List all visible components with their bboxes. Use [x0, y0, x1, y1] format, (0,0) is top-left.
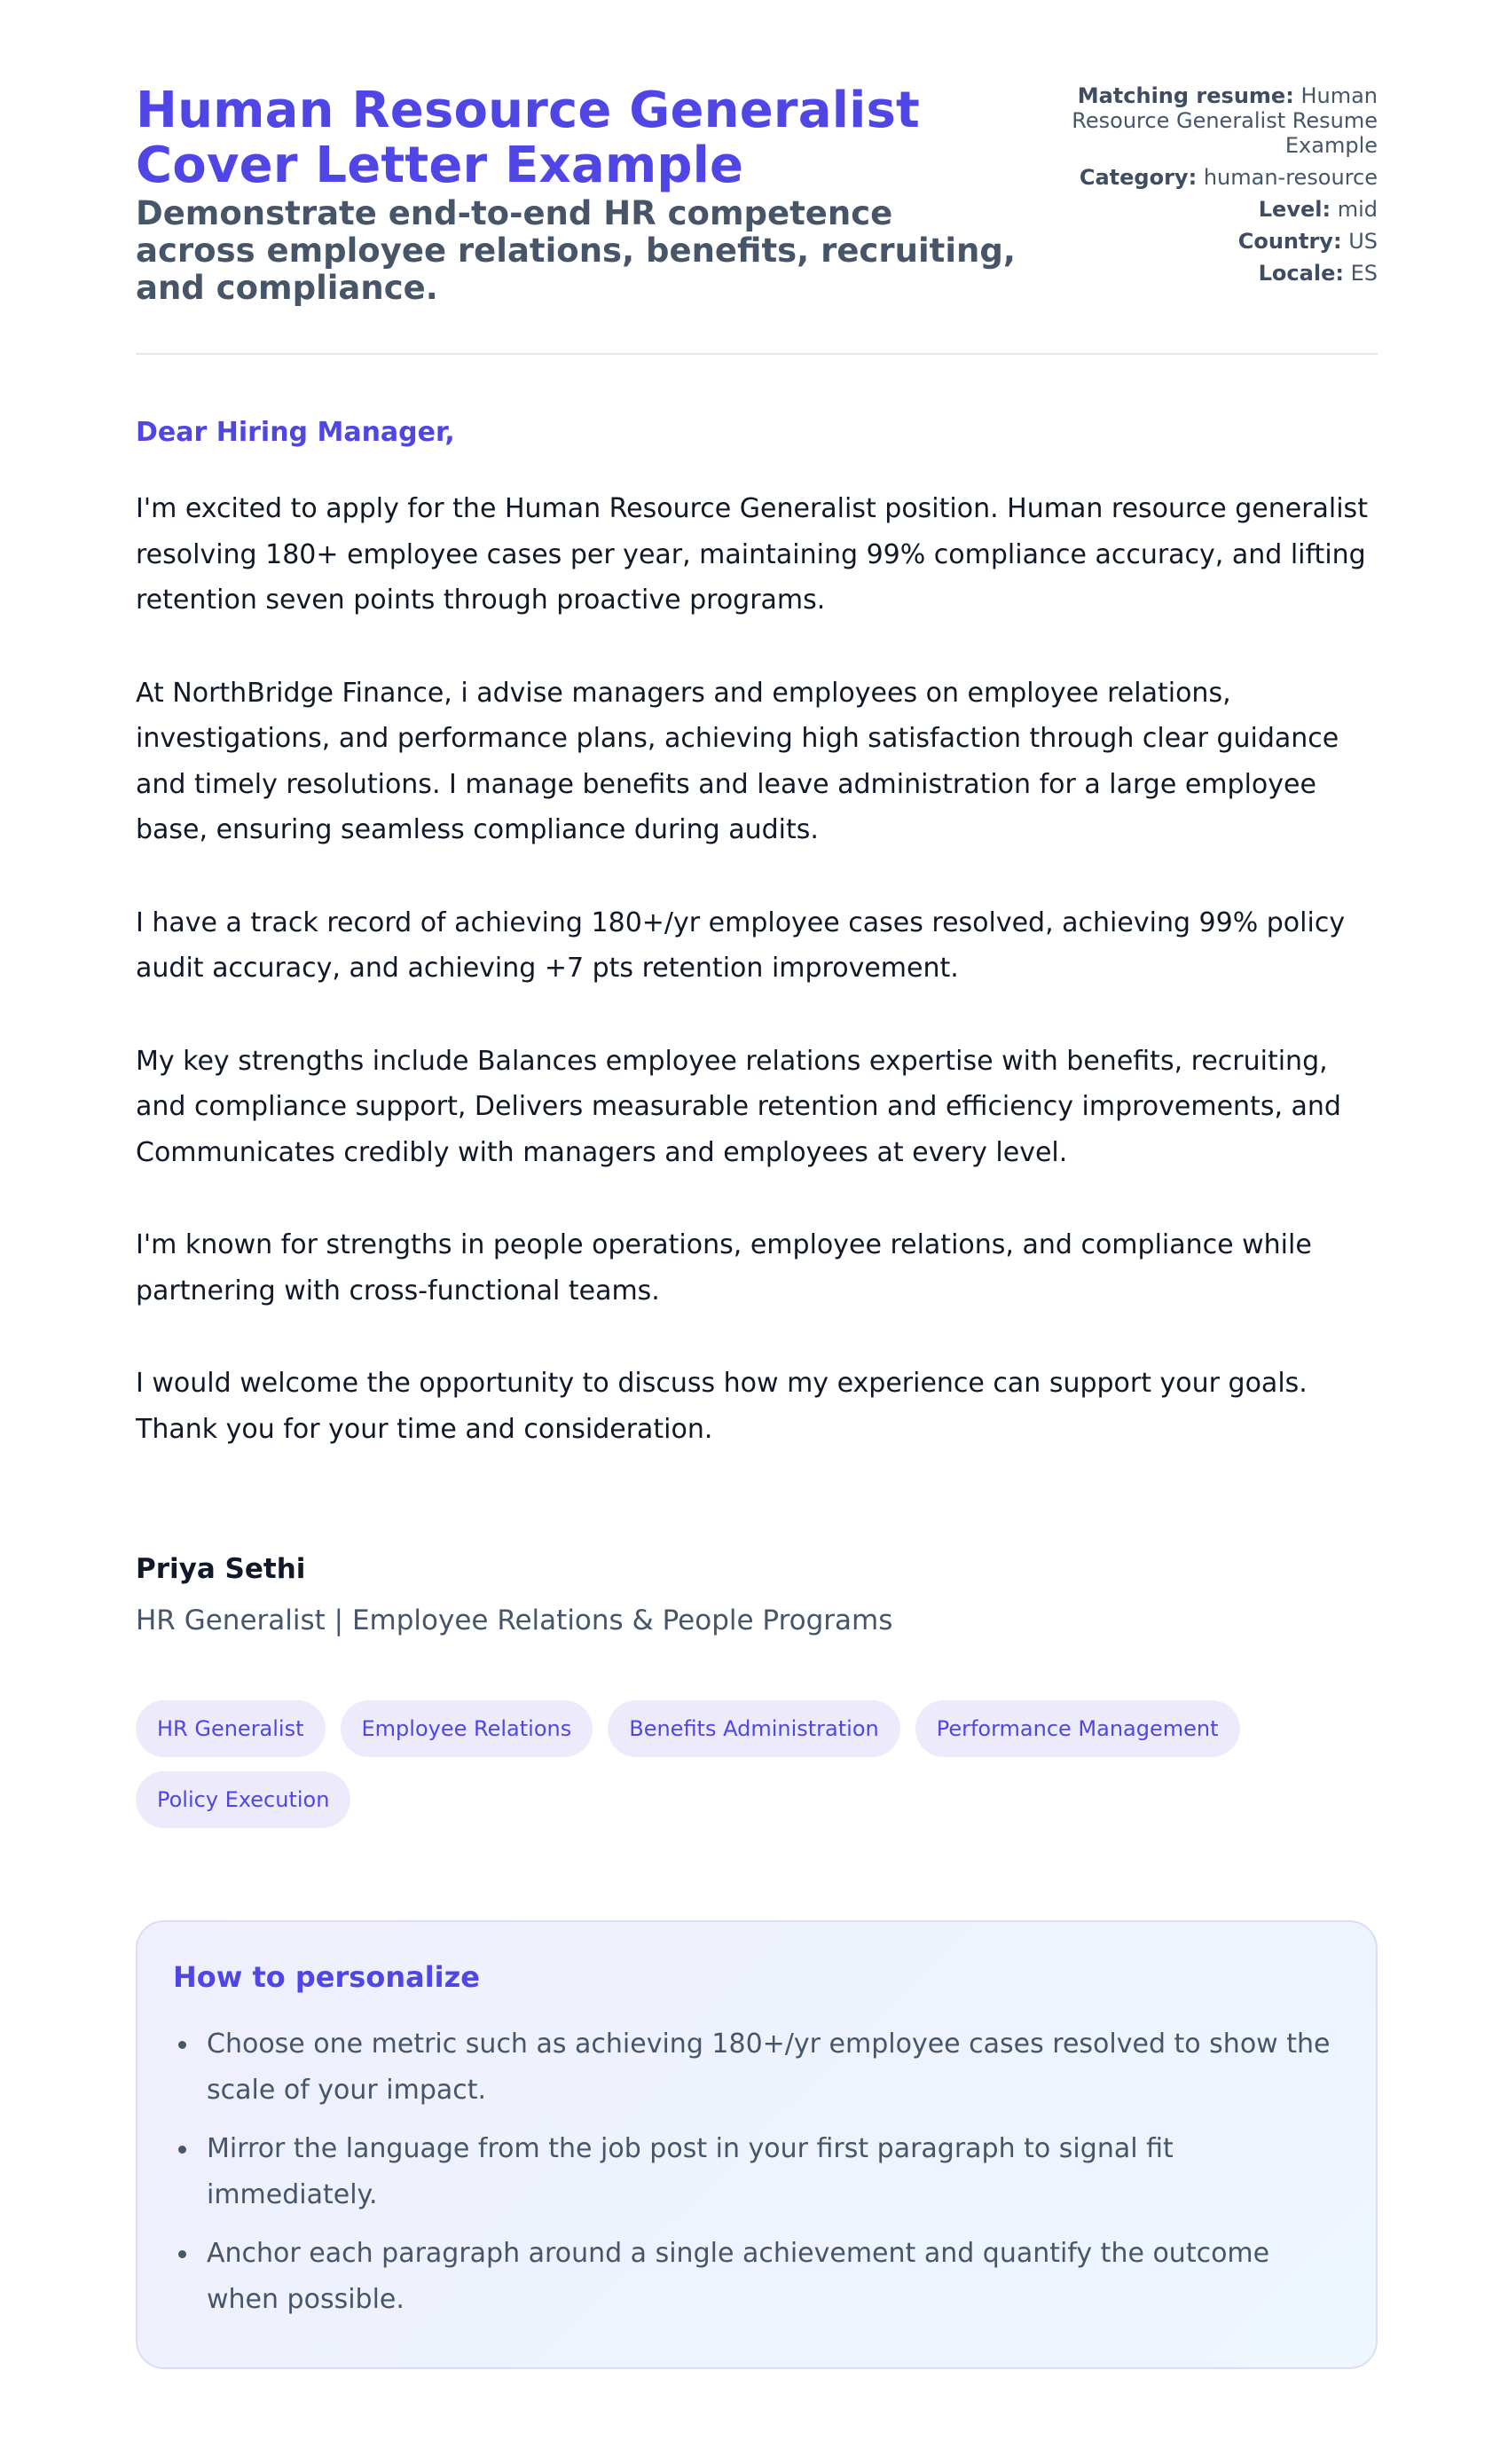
letter-body — [136, 415, 1378, 1638]
meta-locale — [1049, 261, 1378, 286]
meta-value: ES — [1350, 261, 1378, 286]
tag-performance-management: Performance Management — [915, 1700, 1240, 1757]
personalize-item — [173, 2021, 1340, 2114]
tag-policy-execution: Policy Execution — [136, 1771, 350, 1828]
meta-key: Category: — [1079, 165, 1198, 190]
bullet-icon — [178, 2146, 186, 2154]
letter-paragraph: I have a track record of achieving 180+/yr employee cases resolved, achieving 99% policy audit accuracy, and achieving +7 pts retention improvement. — [136, 906, 1346, 984]
skill-tags — [136, 1700, 1378, 1828]
personalize-item — [173, 2231, 1340, 2323]
signature-name: Priya Sethi — [136, 1553, 306, 1585]
meta-category — [1049, 165, 1378, 190]
meta-key: Country: — [1237, 229, 1342, 254]
letter-paragraph: At NorthBridge Finance, i advise managers and employees on employee relations, investigations, and performance plans, achieving high satisfaction through clear guidance and timely resolutions. I manage benefits and leave administration for a large employee base, ensuring seamless compliance during audits. — [136, 677, 1339, 845]
signature-block — [136, 1551, 1378, 1638]
bullet-icon — [178, 2250, 186, 2258]
bullet-icon — [178, 2041, 186, 2049]
page-title: Human Resource Generalist Cover Letter Example — [136, 82, 920, 194]
meta-info — [1049, 83, 1378, 293]
letter-paragraph: I'm excited to apply for the Human Resource Generalist position. Human resource generalist resolving 180+ employee cases per year, maintaining 99% compliance accuracy, and lifting retention seven points through proactive programs. — [136, 493, 1368, 616]
meta-value: human-resource — [1203, 165, 1378, 190]
personalize-item — [173, 2126, 1340, 2218]
header-titles — [136, 83, 1023, 307]
meta-matching-resume — [1049, 83, 1378, 158]
meta-key: Matching resume: — [1077, 83, 1294, 108]
letter-greeting: Dear Hiring Manager, — [136, 417, 455, 448]
how-to-personalize-card — [136, 1920, 1378, 2369]
personalize-title: How to personalize — [173, 1960, 480, 1994]
tag-benefits-administration: Benefits Administration — [608, 1700, 899, 1757]
meta-country — [1049, 229, 1378, 254]
meta-value: mid — [1337, 197, 1378, 222]
tag-employee-relations: Employee Relations — [341, 1700, 593, 1757]
personalize-item-text: Mirror the language from the job post in your first paragraph to signal fit immediately. — [207, 2133, 1174, 2210]
letter-paragraph: I'm known for strengths in people operations, employee relations, and compliance while partnering with cross-functional teams. — [136, 1229, 1312, 1307]
tag-hr-generalist: HR Generalist — [136, 1700, 326, 1757]
personalize-item-text: Anchor each paragraph around a single achievement and quantify the outcome when possible. — [207, 2238, 1270, 2315]
page-header — [136, 83, 1378, 355]
page-subtitle: Demonstrate end-to-end HR competence across employee relations, benefits, recruiting, and compliance. — [136, 194, 1016, 307]
signature-title: HR Generalist | Employee Relations & People Programs — [136, 1605, 893, 1636]
personalize-item-text: Choose one metric such as achieving 180+/yr employee cases resolved to show the scale of your impact. — [207, 2028, 1331, 2106]
letter-paragraph: My key strengths include Balances employee relations expertise with benefits, recruiting, and compliance support, Delivers measurable retention and efficiency improvements, and Communicates credibly with managers and employees at every level. — [136, 1045, 1341, 1168]
meta-key: Locale: — [1258, 261, 1344, 286]
meta-value: Human Resource Generalist Resume Example — [1072, 83, 1378, 158]
meta-key: Level: — [1258, 197, 1331, 222]
personalize-list — [173, 2021, 1340, 2323]
meta-level — [1049, 197, 1378, 222]
meta-value: US — [1348, 229, 1378, 254]
letter-paragraph: I would welcome the opportunity to discuss how my experience can support your goals. Thank you for your time and consideration. — [136, 1368, 1308, 1445]
letter-paragraphs — [136, 486, 1378, 1452]
